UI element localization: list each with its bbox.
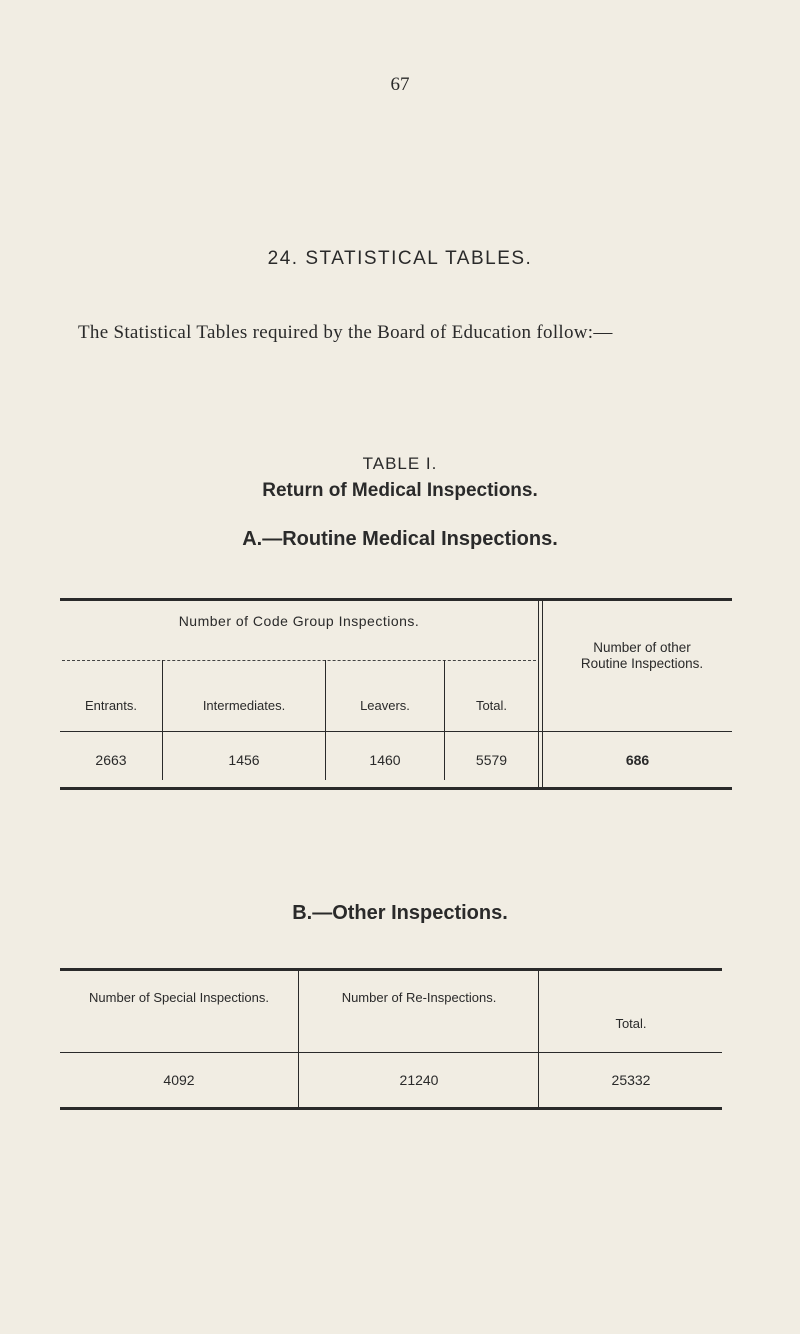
table-a-col-total: Total. [475,698,508,713]
table-a-col-leavers: Leavers. [360,698,410,713]
table-a-heading: A.—Routine Medical Inspections. [242,528,558,550]
table-a-col-intermediates: Intermediates. [202,698,286,713]
table-b-col-special: Number of Special Inspections. [89,990,269,1005]
table-b-val-total: 25332 [611,1072,651,1088]
table-a-header-rule [60,731,732,732]
table-b-col-total: Total. [615,1016,647,1031]
page-number: 67 [390,74,410,95]
table-subtitle: Return of Medical Inspections. [262,480,538,501]
table-b-vrule-2 [538,971,539,1109]
table-b-header-rule [60,1052,722,1053]
table-a-top-rule [60,598,732,601]
table-a-subheader-rule [62,660,536,661]
table-b-val-reinspections: 21240 [399,1072,439,1088]
table-a-group-header: Number of Code Group Inspections. [178,613,420,629]
table-a-val-total: 5579 [475,752,508,768]
table-b-bottom-rule [60,1107,722,1110]
table-b-val-special: 4092 [163,1072,195,1088]
table-a-divider [538,601,539,788]
table-a-val-entrants: 2663 [95,752,127,768]
table-label: TABLE I. [362,454,438,473]
table-a-val-intermediates: 1456 [228,752,260,768]
table-a-bottom-rule [60,787,732,790]
table-b-vrule-1 [298,971,299,1109]
table-a-val-other: 686 [625,752,650,768]
table-b-heading: B.—Other Inspections. [292,902,508,924]
section-title: 24. STATISTICAL TABLES. [267,248,533,269]
table-b-col-reinspections: Number of Re-Inspections. [341,990,497,1005]
table-b-top-rule [60,968,722,971]
table-a-val-leavers: 1460 [369,752,401,768]
table-a-col-entrants: Entrants. [84,698,138,713]
intro-paragraph: The Statistical Tables required by the Board of Education follow:— [78,322,613,343]
table-a-other-header: Number of other Routine Inspections. [580,640,704,671]
